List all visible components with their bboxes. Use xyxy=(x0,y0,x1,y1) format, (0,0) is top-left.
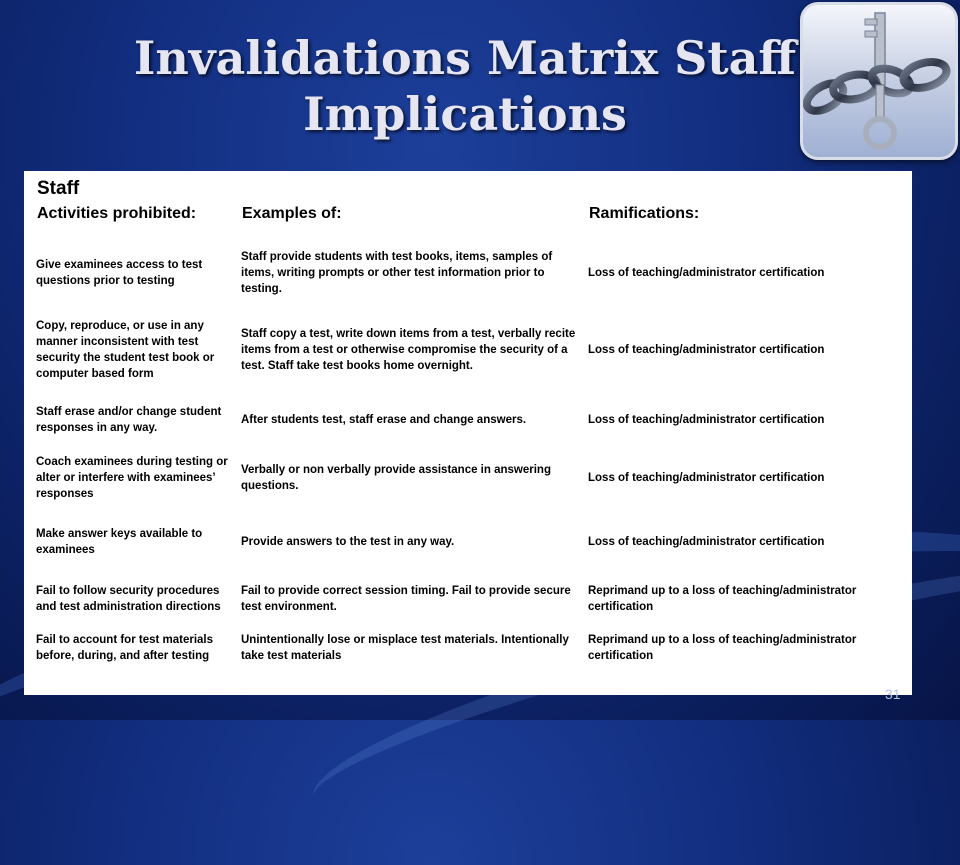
table-row-4-activity: Coach examinees during testing or alter or interfere with examinees’ responses xyxy=(36,456,228,500)
table-row-7-example: Unintentionally lose or misplace test materials. Intentionally take test materials xyxy=(241,634,569,662)
table-row-6-activity: Fail to follow security procedures and test administration directions xyxy=(36,585,221,613)
column-header-examples: Examples of: xyxy=(242,205,342,222)
table-row-7-activity: Fail to account for test materials before, during, and after testing xyxy=(36,634,214,662)
table-row-4-example: Verbally or non verbally provide assistance in answering questions. xyxy=(241,464,551,492)
slide-title: Invalidations Matrix Staff Implications xyxy=(133,31,797,141)
column-header-activities: Activities prohibited: xyxy=(37,205,197,222)
table-row-6-ramification: Reprimand up to a loss of teaching/administrator certification xyxy=(588,585,857,613)
table-row-5-ramification: Loss of teaching/administrator certification xyxy=(588,536,825,548)
chain-and-key-icon xyxy=(800,2,958,160)
table-row-1-example: Staff provide students with test books, items, samples of items, writing prompts or other test information prior to testing. xyxy=(241,251,553,295)
table-row-3-ramification: Loss of teaching/administrator certification xyxy=(588,414,825,426)
table-row-4-ramification: Loss of teaching/administrator certification xyxy=(588,472,825,484)
staff-invalidations-table xyxy=(24,171,912,695)
table-row-1-ramification: Loss of teaching/administrator certification xyxy=(588,267,825,279)
table-row-2-ramification: Loss of teaching/administrator certification xyxy=(588,344,825,356)
table-row-7-ramification: Reprimand up to a loss of teaching/administrator certification xyxy=(588,634,857,662)
table-row-6-example: Fail to provide correct session timing. Fail to provide secure test environment. xyxy=(241,585,571,613)
table-row-2-example: Staff copy a test, write down items from a test, verbally recite items from a test or otherwise compromise the security of a test. Staff take test books home overnight. xyxy=(241,328,576,372)
table-row-3-activity: Staff erase and/or change student responses in any way. xyxy=(36,406,222,434)
table-row-2-activity: Copy, reproduce, or use in any manner inconsistent with test security the student test book or computer based form xyxy=(36,320,215,380)
table-row-5-activity: Make answer keys available to examinees xyxy=(36,528,203,556)
table-row-1-activity: Give examinees access to test questions prior to testing xyxy=(36,259,203,287)
table-row-5-example: Provide answers to the test in any way. xyxy=(241,536,455,548)
table-row-3-example: After students test, staff erase and change answers. xyxy=(241,414,527,426)
page-number: 31 xyxy=(885,686,901,702)
column-header-ramifications: Ramifications: xyxy=(589,205,700,222)
section-label: Staff xyxy=(37,178,80,199)
